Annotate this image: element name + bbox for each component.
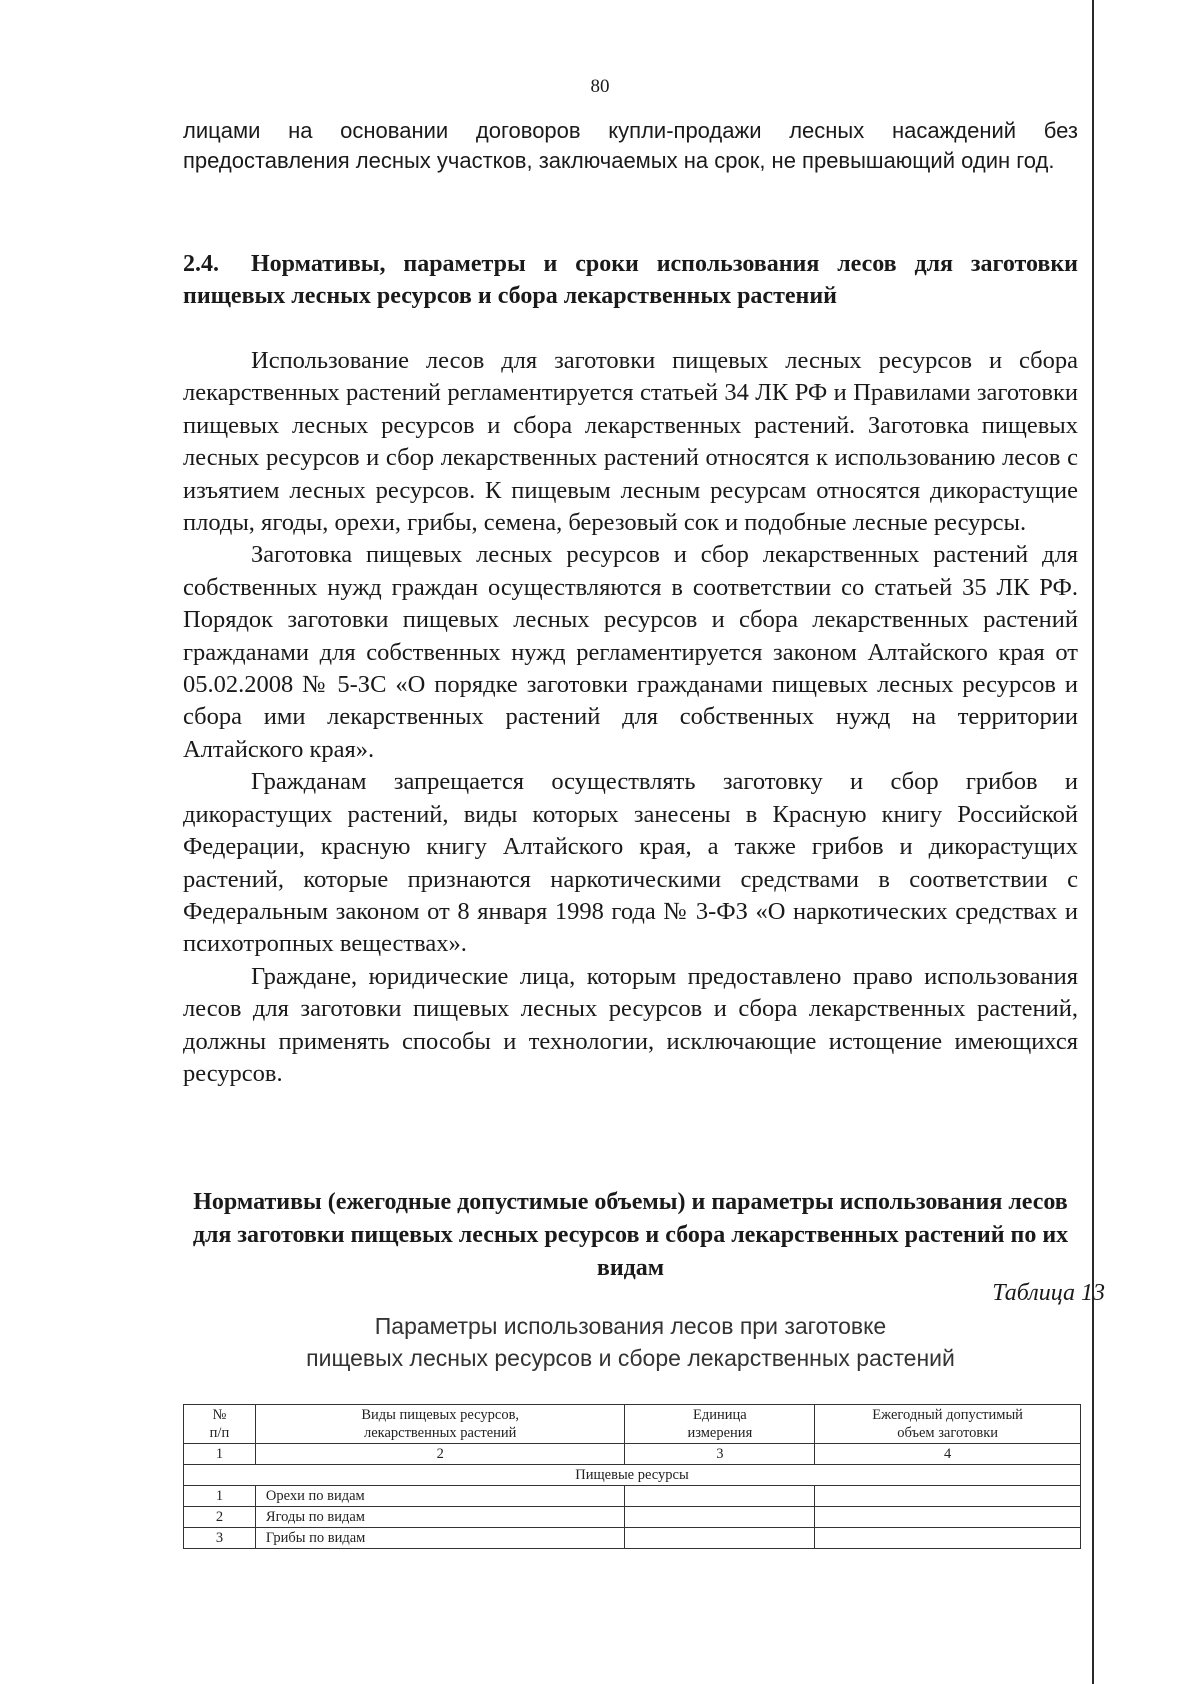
row-number: 1 [184, 1486, 256, 1507]
table-row [184, 1507, 1081, 1528]
group-row [184, 1465, 1081, 1486]
paragraph-2: Заготовка пищевых лесных ресурсов и сбор лекарственных растений для собственных нужд граждан осуществляются в соответствии со статьей 35 ЛК РФ. Порядок заготовки пищевых лесных ресурсов и сбора лекарственных растений гражданами для собственных нужд регламентируется законом Алтайского края от 05.02.2008 № 5-ЗС «О порядке заготовки гражданами пищевых лесных ресурсов и сбора ими лекарственных растений для собственных нужд на территории Алтайского края». [183, 541, 1078, 763]
table-caption-line-1: Параметры использования лесов при заготовке [374, 1313, 887, 1339]
section-number: 2.4. [183, 251, 219, 277]
header-unit: Единица измерения [625, 1405, 815, 1444]
row-number: 3 [184, 1528, 256, 1549]
paragraph-1: Использование лесов для заготовки пищевых лесных ресурсов и сбора лекарственных растений регламентируется статьей 34 ЛК РФ и Правилами заготовки пищевых лесных ресурсов и сбора лекарственных растений. Заготовка пищевых лесных ресурсов и сбор лекарственных растений относятся к использованию лесов с изъятием лесных ресурсов. К пищевым лесным ресурсам относятся дикорастущие плоды, ягоды, орехи, грибы, семена, березовый сок и подобные лесные ресурсы. [183, 347, 1078, 537]
table-number: Таблица 13 [992, 1280, 1105, 1306]
header-volume: Ежегодный допустимый объем заготовки [815, 1405, 1081, 1444]
header-kind: Виды пищевых ресурсов, лекарственных растений [255, 1405, 625, 1444]
row-unit [625, 1528, 815, 1549]
row-unit [625, 1486, 815, 1507]
intro-text: лицами на основании договоров купли-продажи лесных насаждений без предоставления лесных участков, заключаемых на срок, не превышающий один год. [183, 118, 1078, 173]
section-title: Нормативы, параметры и сроки использования лесов для заготовки пищевых лесных ресурсов и сбора лекарственных растений [183, 251, 1078, 309]
header-number: № п/п [184, 1405, 256, 1444]
page-number: 80 [590, 76, 610, 97]
column-number: 3 [625, 1444, 815, 1465]
intro-paragraph [183, 116, 1078, 176]
row-unit [625, 1507, 815, 1528]
row-volume [815, 1528, 1081, 1549]
table-header-row [184, 1405, 1081, 1444]
paragraph-3: Гражданам запрещается осуществлять заготовку и сбор грибов и дикорастущих растений, виды которых занесены в Красную книгу Российской Федерации, красную книгу Алтайского края, а также грибов и дикорастущих растений, которые признаются наркотическими средствами в соответствии с Федеральным законом от 8 января 1998 года № 3-ФЗ «О наркотических средствах и психотропных веществах». [183, 768, 1078, 958]
table-caption-line-2: пищевых лесных ресурсов и сборе лекарственных растений [306, 1345, 955, 1371]
paragraph-4: Граждане, юридические лица, которым предоставлено право использования лесов для заготовки пищевых лесных ресурсов и сбора лекарственных растений, должны применять способы и технологии, исключающие истощение имеющихся ресурсов. [183, 962, 1078, 1087]
body-text [183, 345, 1078, 1090]
row-kind: Ягоды по видам [255, 1507, 625, 1528]
table-caption [183, 1310, 1078, 1374]
column-number-row [184, 1444, 1081, 1465]
row-kind: Грибы по видам [255, 1528, 625, 1549]
row-kind: Орехи по видам [255, 1486, 625, 1507]
column-number: 2 [255, 1444, 625, 1465]
group-label: Пищевые ресурсы [184, 1465, 1081, 1486]
table-row [184, 1528, 1081, 1549]
row-volume [815, 1507, 1081, 1528]
row-number: 2 [184, 1507, 256, 1528]
table-row [184, 1486, 1081, 1507]
section-heading [183, 248, 1078, 312]
row-volume [815, 1486, 1081, 1507]
table-heading: Нормативы (ежегодные допустимые объемы) и параметры использования лесов для заготовки пищевых лесных ресурсов и сбора лекарственных растений по их видам [192, 1189, 1069, 1281]
page-edge-line [1092, 0, 1094, 1684]
parameters-table [183, 1404, 1081, 1549]
column-number: 1 [184, 1444, 256, 1465]
column-number: 4 [815, 1444, 1081, 1465]
